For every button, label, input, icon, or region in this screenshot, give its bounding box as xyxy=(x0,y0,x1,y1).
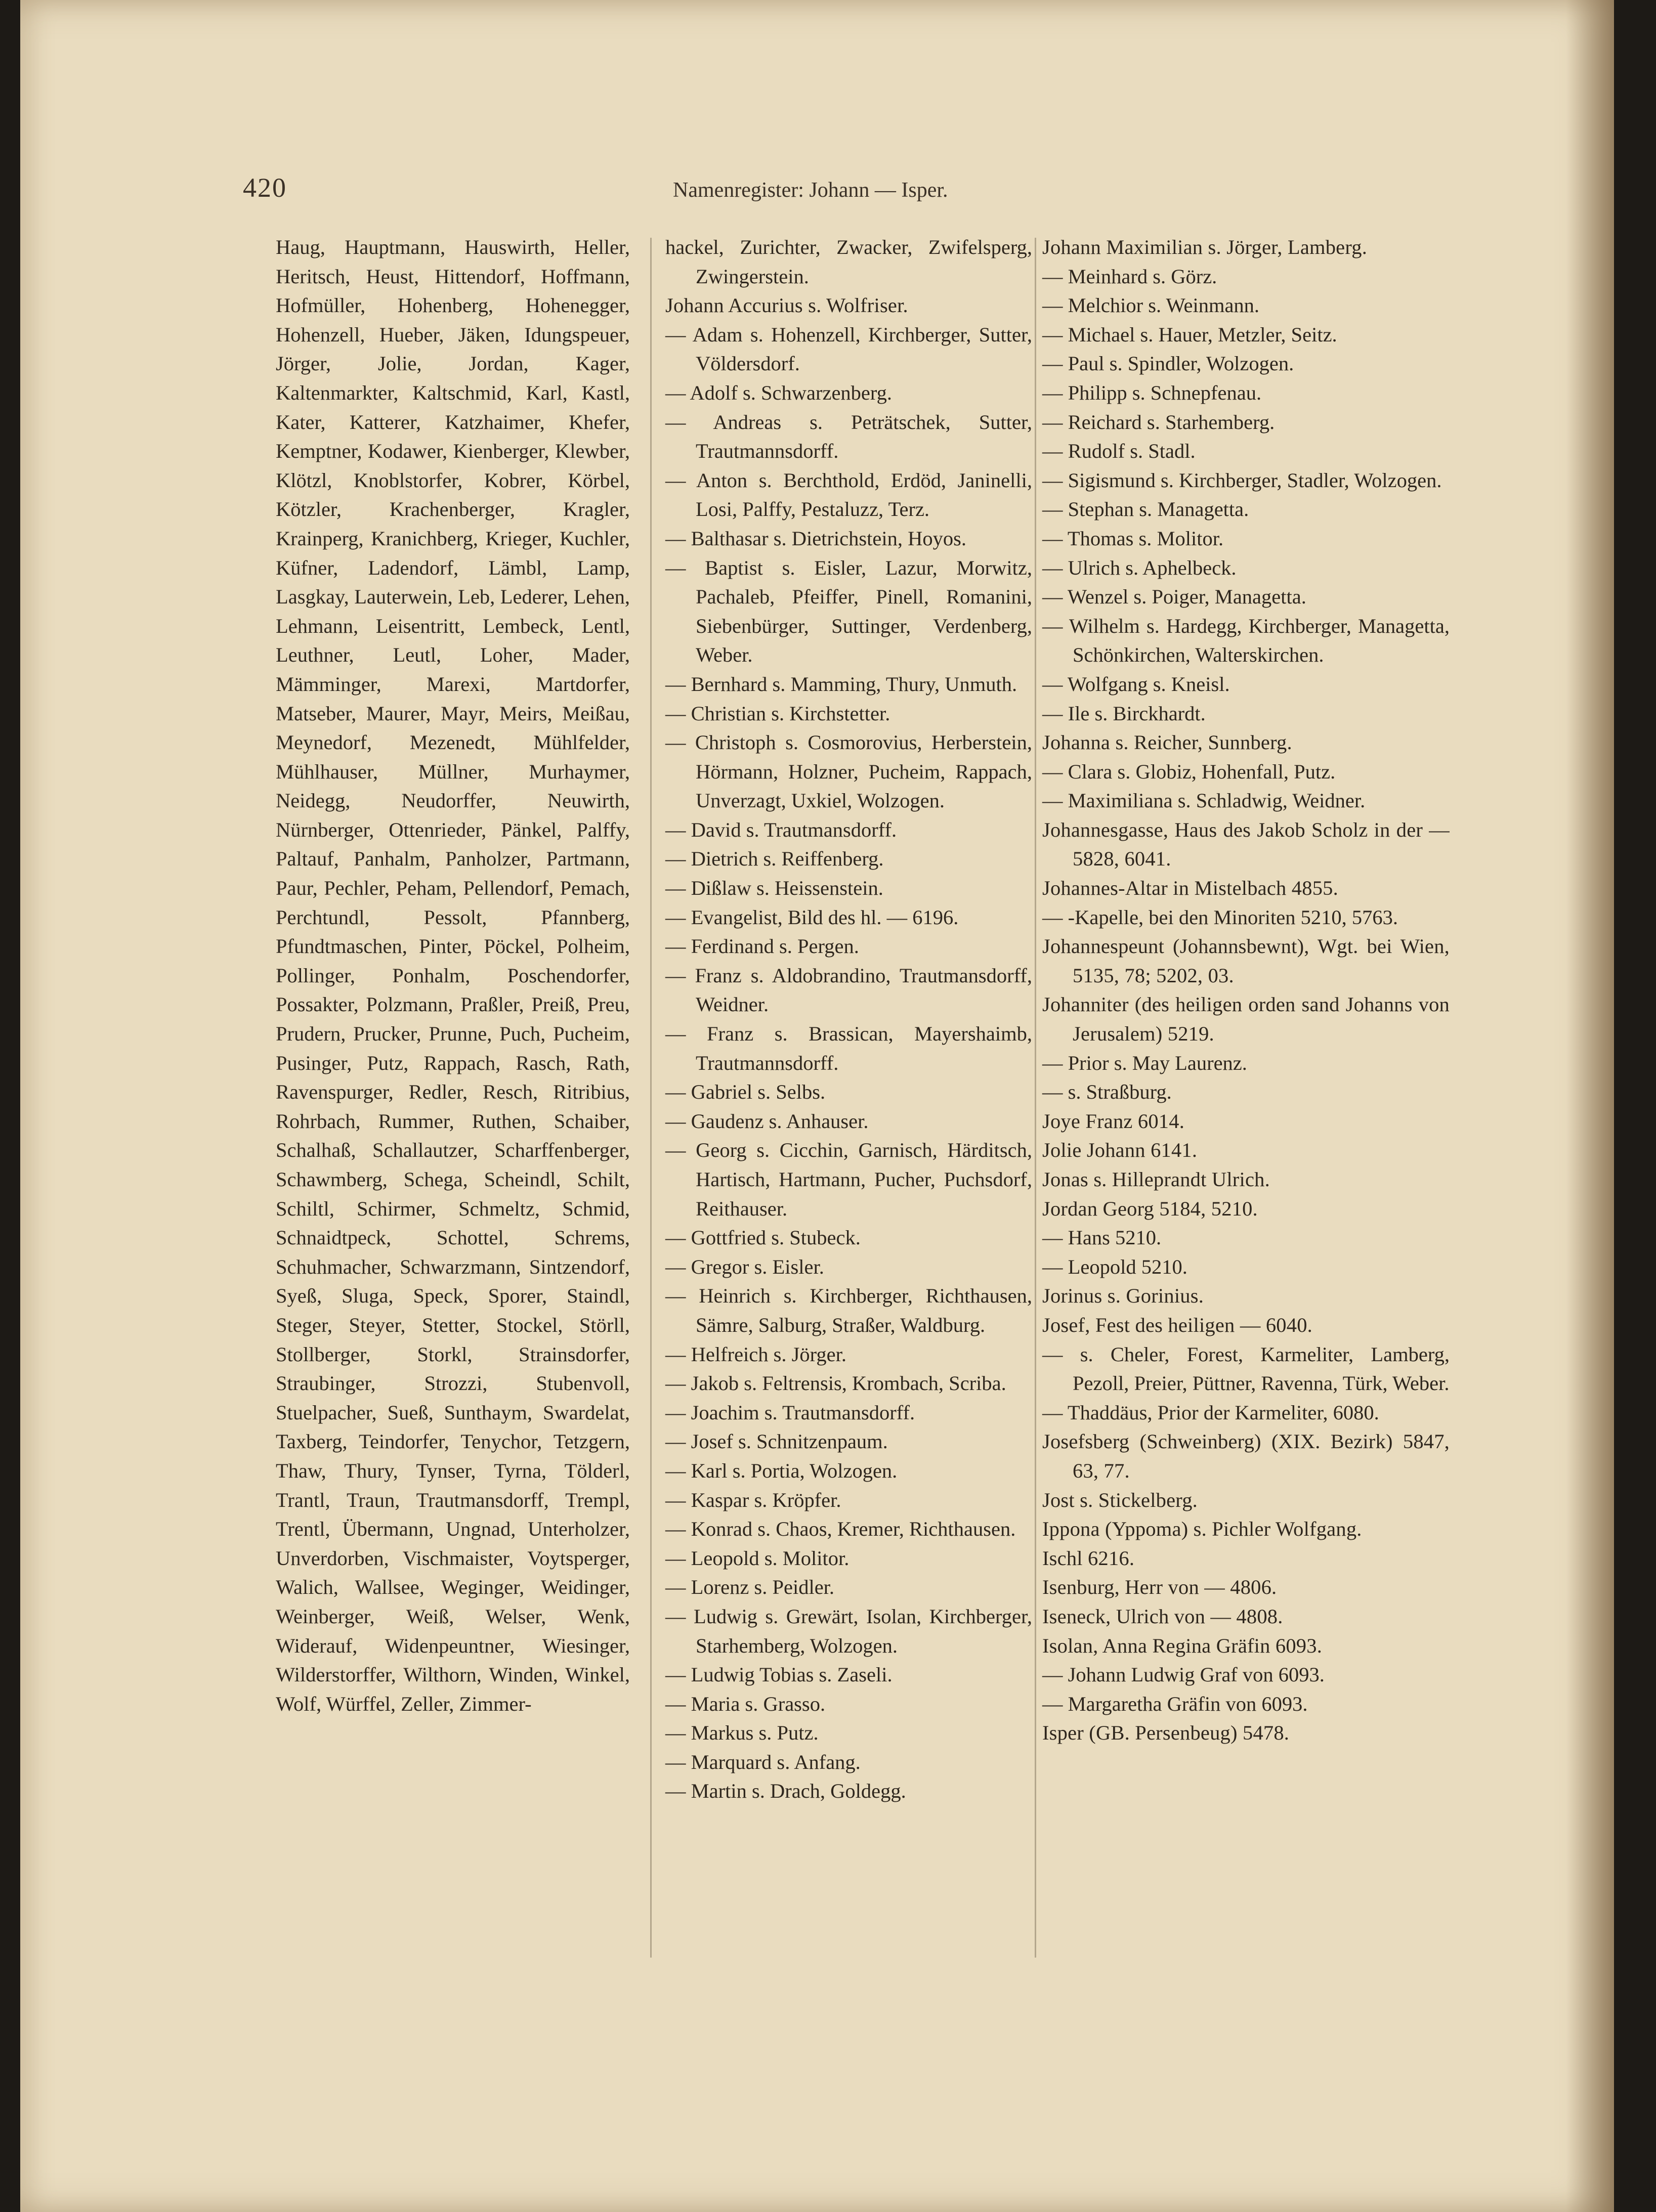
index-entry: — Leopold s. Molitor. xyxy=(665,1546,850,1570)
index-entry: — Thaddäus, Prior der Karmeliter, 6080. xyxy=(1042,1401,1379,1424)
index-entry: — Andreas s. Peträtschek, Sutter, Trautmannsdorff. xyxy=(665,410,1032,463)
index-entry: — Maximiliana s. Schladwig, Weidner. xyxy=(1042,789,1366,812)
index-entry: — Helfreich s. Jörger. xyxy=(665,1342,847,1366)
index-entry: — Adam s. Hohenzell, Kirchberger, Sutter, Völdersdorf. xyxy=(665,323,1032,375)
index-entry: — Melchior s. Weinmann. xyxy=(1042,294,1260,317)
index-entry: — Anton s. Berchthold, Erdöd, Janinelli, Losi, Palffy, Pestaluzz, Terz. xyxy=(665,468,1032,521)
index-entry: — Karl s. Portia, Wolzogen. xyxy=(665,1459,898,1482)
index-entry: — Franz s. Brassican, Mayershaimb, Trautmannsdorff. xyxy=(665,1022,1032,1074)
index-entry: — Joachim s. Trautmansdorff. xyxy=(665,1401,915,1424)
column-divider xyxy=(1035,238,1036,1958)
index-entry: Josefsberg (Schweinberg) (XIX. Bezirk) 5847, 63, 77. xyxy=(1042,1430,1450,1482)
index-entry: — Dietrich s. Reiffenberg. xyxy=(665,847,884,871)
index-entry: — Margaretha Gräfin von 6093. xyxy=(1042,1692,1308,1715)
index-entry: — Gottfried s. Stubeck. xyxy=(665,1226,861,1249)
index-entry: Johanniter (des heiligen orden sand Johanns von Jerusalem) 5219. xyxy=(1042,993,1450,1046)
page-gutter-shadow xyxy=(1566,0,1614,2212)
index-entry: — Christian s. Kirchstetter. xyxy=(665,702,890,725)
index-entry: Iseneck, Ulrich von — 4808. xyxy=(1042,1604,1283,1628)
index-entry: — Stephan s. Managetta. xyxy=(1042,498,1249,521)
index-column-2 xyxy=(665,233,1032,1806)
index-entry: — Gaudenz s. Anhauser. xyxy=(665,1109,869,1133)
index-entry: hackel, Zurichter, Zwacker, Zwifelsperg, Zwingerstein. xyxy=(665,236,1032,288)
book-page xyxy=(20,0,1614,2212)
index-entry: — s. Straßburg. xyxy=(1042,1080,1172,1104)
index-entry: — Martin s. Drach, Goldegg. xyxy=(665,1780,906,1803)
index-entry: — Reichard s. Starhemberg. xyxy=(1042,410,1275,433)
index-entry: — Dißlaw s. Heissenstein. xyxy=(665,877,883,900)
index-entry: — Ludwig s. Grewärt, Isolan, Kirchberger, Starhemberg, Wolzogen. xyxy=(665,1604,1032,1657)
page-header xyxy=(20,172,1614,212)
index-entry: Joye Franz 6014. xyxy=(1042,1109,1185,1133)
index-entry: — Bernhard s. Mamming, Thury, Unmuth. xyxy=(665,672,1017,696)
index-entry: — Michael s. Hauer, Metzler, Seitz. xyxy=(1042,323,1337,346)
index-entry: — Sigismund s. Kirchberger, Stadler, Wolzogen. xyxy=(1042,468,1442,492)
index-entry: — Kaspar s. Kröpfer. xyxy=(665,1488,841,1511)
column-divider xyxy=(650,238,652,1958)
index-entry: — Hans 5210. xyxy=(1042,1226,1162,1249)
index-entry: — Lorenz s. Peidler. xyxy=(665,1576,835,1599)
index-entry: Isolan, Anna Regina Gräfin 6093. xyxy=(1042,1634,1323,1657)
index-entry: — Wolfgang s. Kneisl. xyxy=(1042,672,1230,696)
index-entry: — Prior s. May Laurenz. xyxy=(1042,1051,1247,1074)
index-entry: — Evangelist, Bild des hl. — 6196. xyxy=(665,905,959,929)
index-entry: — Gregor s. Eisler. xyxy=(665,1255,824,1278)
index-column-3 xyxy=(1042,233,1450,1748)
index-entry: Jorinus s. Gorinius. xyxy=(1042,1284,1204,1308)
index-entry: — Leopold 5210. xyxy=(1042,1255,1187,1278)
index-entry: Jordan Georg 5184, 5210. xyxy=(1042,1197,1258,1220)
index-entry: — Clara s. Globiz, Hohenfall, Putz. xyxy=(1042,760,1336,783)
index-entry: — -Kapelle, bei den Minoriten 5210, 5763. xyxy=(1042,905,1398,929)
index-entry: — David s. Trautmansdorff. xyxy=(665,818,897,841)
index-entry: — Balthasar s. Dietrichstein, Hoyos. xyxy=(665,527,967,550)
index-entry: — Heinrich s. Kirchberger, Richthausen, Sämre, Salburg, Straßer, Waldburg. xyxy=(665,1284,1032,1336)
index-entry: — Thomas s. Molitor. xyxy=(1042,527,1224,550)
running-head: Namenregister: Johann — Isper. xyxy=(673,179,948,202)
page-number: 420 xyxy=(243,172,287,203)
index-entry: — s. Cheler, Forest, Karmeliter, Lamberg, Pezoll, Preier, Püttner, Ravenna, Türk, Weber. xyxy=(1042,1342,1450,1395)
index-entry: Jost s. Stickelberg. xyxy=(1042,1488,1198,1511)
index-entry: — Gabriel s. Selbs. xyxy=(665,1080,826,1104)
index-entry: Jolie Johann 6141. xyxy=(1042,1139,1198,1162)
index-entry: — Wilhelm s. Hardegg, Kirchberger, Managetta, Schönkirchen, Walterskirchen. xyxy=(1042,614,1450,667)
index-entry: — Markus s. Putz. xyxy=(665,1721,819,1745)
index-entry: — Philipp s. Schnepfenau. xyxy=(1042,381,1262,404)
index-column-1 xyxy=(276,233,630,1718)
index-entry: Johannesgasse, Haus des Jakob Scholz in der — 5828, 6041. xyxy=(1042,818,1450,871)
index-entry: Johann Maximilian s. Jörger, Lamberg. xyxy=(1042,236,1368,258)
index-entry: — Jakob s. Feltrensis, Krombach, Scriba. xyxy=(665,1372,1006,1395)
index-entry: — Meinhard s. Görz. xyxy=(1042,265,1217,288)
index-entry: Johannes-Altar in Mistelbach 4855. xyxy=(1042,877,1338,900)
index-entry: — Ferdinand s. Pergen. xyxy=(665,935,859,958)
index-entry: Isenburg, Herr von — 4806. xyxy=(1042,1576,1277,1599)
index-entry: Isper (GB. Persenbeug) 5478. xyxy=(1042,1721,1290,1745)
index-entry: — Baptist s. Eisler, Lazur, Morwitz, Pachaleb, Pfeiffer, Pinell, Romanini, Siebenbürger, Suttinger, Verdenberg, Weber. xyxy=(665,556,1032,667)
index-entry: — Maria s. Grasso. xyxy=(665,1692,826,1715)
index-entry: — Franz s. Aldobrandino, Trautmansdorff, Weidner. xyxy=(665,964,1032,1016)
index-entry: — Georg s. Cicchin, Garnisch, Härditsch, Hartisch, Hartmann, Pucher, Puchsdorf, Reithauser. xyxy=(665,1139,1032,1220)
index-entry: — Christoph s. Cosmorovius, Herberstein, Hörmann, Holzner, Pucheim, Rappach, Unverzagt, Uxkiel, Wolzogen. xyxy=(665,731,1032,812)
index-entry: — Paul s. Spindler, Wolzogen. xyxy=(1042,352,1294,375)
index-entry: Johann Accurius s. Wolfriser. xyxy=(665,294,908,317)
index-entry: — Johann Ludwig Graf von 6093. xyxy=(1042,1663,1325,1686)
index-entry: — Adolf s. Schwarzenberg. xyxy=(665,381,893,404)
index-entry: Ippona (Yppoma) s. Pichler Wolfgang. xyxy=(1042,1517,1362,1541)
index-entry: — Rudolf s. Stadl. xyxy=(1042,440,1196,463)
index-entry: Josef, Fest des heiligen — 6040. xyxy=(1042,1313,1312,1336)
index-entry: — Ulrich s. Aphelbeck. xyxy=(1042,556,1237,579)
index-entry: — Wenzel s. Poiger, Managetta. xyxy=(1042,585,1306,609)
index-entry-continuation: Haug, Hauptmann, Hauswirth, Heller, Heritsch, Heust, Hittendorf, Hoffmann, Hofmüller, Hohenberg, Hohenegger, Hohenzell, Hueber, Jäken, Idungspeuer, Jörger, Jolie, Jordan, Kager, Kaltenmarkter, Kaltschmid, Karl, Kastl, Kater, Katterer, Katzhaimer, Khefer, Kemptner, Kodawer, Kienberger, Klewber, Klötzl, Knoblstorfer, Kobrer, Körbel, Kötzler, Krachenberger, Kragler, Krainperg, Kranichberg, Krieger, Kuchler, Küfner, Ladendorf, Lämbl, Lamp, Lasgkay, Lauterwein, Leb, Lederer, Lehen, Lehmann, Leisentritt, Lembeck, Lentl, Leuthner, Leutl, Loher, Mader, Mämminger, Marexi, Martdorfer, Matseber, Maurer, Mayr, Meirs, Meißau, Meynedorf, Mezenedt, Mühlfelder, Mühlhauser, Müllner, Murhaymer, Neidegg, Neudorffer, Neuwirth, Nürnberger, Ottenrieder, Pänkel, Palffy, Paltauf, Panhalm, Panholzer, Partmann, Paur, Pechler, Peham, Pellendorf, Pemach, Perchtundl, Pessolt, Pfannberg, Pfundtmaschen, Pinter, Pöckel, Polheim, Pollinger, Ponhalm, Poschendorfer, Possakter, Polzmann, Praßler, Preiß, Preu, Prudern, Prucker, Prunne, Puch, Pucheim, Pusinger, Putz, Rappach, Rasch, Rath, Ravenspurger, Redler, Resch, Ritribius, Rohrbach, Rummer, Ruthen, Schaiber, Schalhaß, Schallautzer, Scharffenberger, Schawmberg, Schega, Scheindl, Schilt, Schiltl, Schirmer, Schmeltz, Schmid, Schnaidtpeck, Schottel, Schrems, Schuhmacher, Schwarzmann, Sintzendorf, Syeß, Sluga, Speck, Sporer, Staindl, Steger, Steyer, Stetter, Stockel, Störll, Stollberger, Storkl, Strainsdorfer, Straubinger, Strozzi, Stubenvoll, Stuelpacher, Sueß, Sunthaym, Swardelat, Taxberg, Teindorfer, Tenychor, Tetzgern, Thaw, Thury, Tynser, Tyrna, Tölderl, Trantl, Traun, Trautmansdorff, Trempl, Trentl, Übermann, Ungnad, Unterholzer, Unverdorben, Vischmaister, Voytsperger, Walich, Wallsee, Weginger, Weidinger, Weinberger, Weiß, Welser, Wenk, Widerauf, Widenpeuntner, Wiesinger, Wilderstorffer, Wilthorn, Winden, Winkel, Wolf, Würffel, Zeller, Zimmer- xyxy=(276,236,630,1715)
index-entry: Johanna s. Reicher, Sunnberg. xyxy=(1042,731,1292,754)
index-entry: — Ludwig Tobias s. Zaseli. xyxy=(665,1663,893,1686)
index-entry: — Konrad s. Chaos, Kremer, Richthausen. xyxy=(665,1517,1016,1541)
index-entry: — Josef s. Schnitzenpaum. xyxy=(665,1430,888,1453)
index-entry: — Marquard s. Anfang. xyxy=(665,1750,861,1773)
index-entry: — Ile s. Birckhardt. xyxy=(1042,702,1206,725)
index-entry: Jonas s. Hilleprandt Ulrich. xyxy=(1042,1168,1270,1191)
index-entry: Ischl 6216. xyxy=(1042,1546,1135,1570)
index-entry: Johannespeunt (Johannsbewnt), Wgt. bei Wien, 5135, 78; 5202, 03. xyxy=(1042,935,1450,987)
